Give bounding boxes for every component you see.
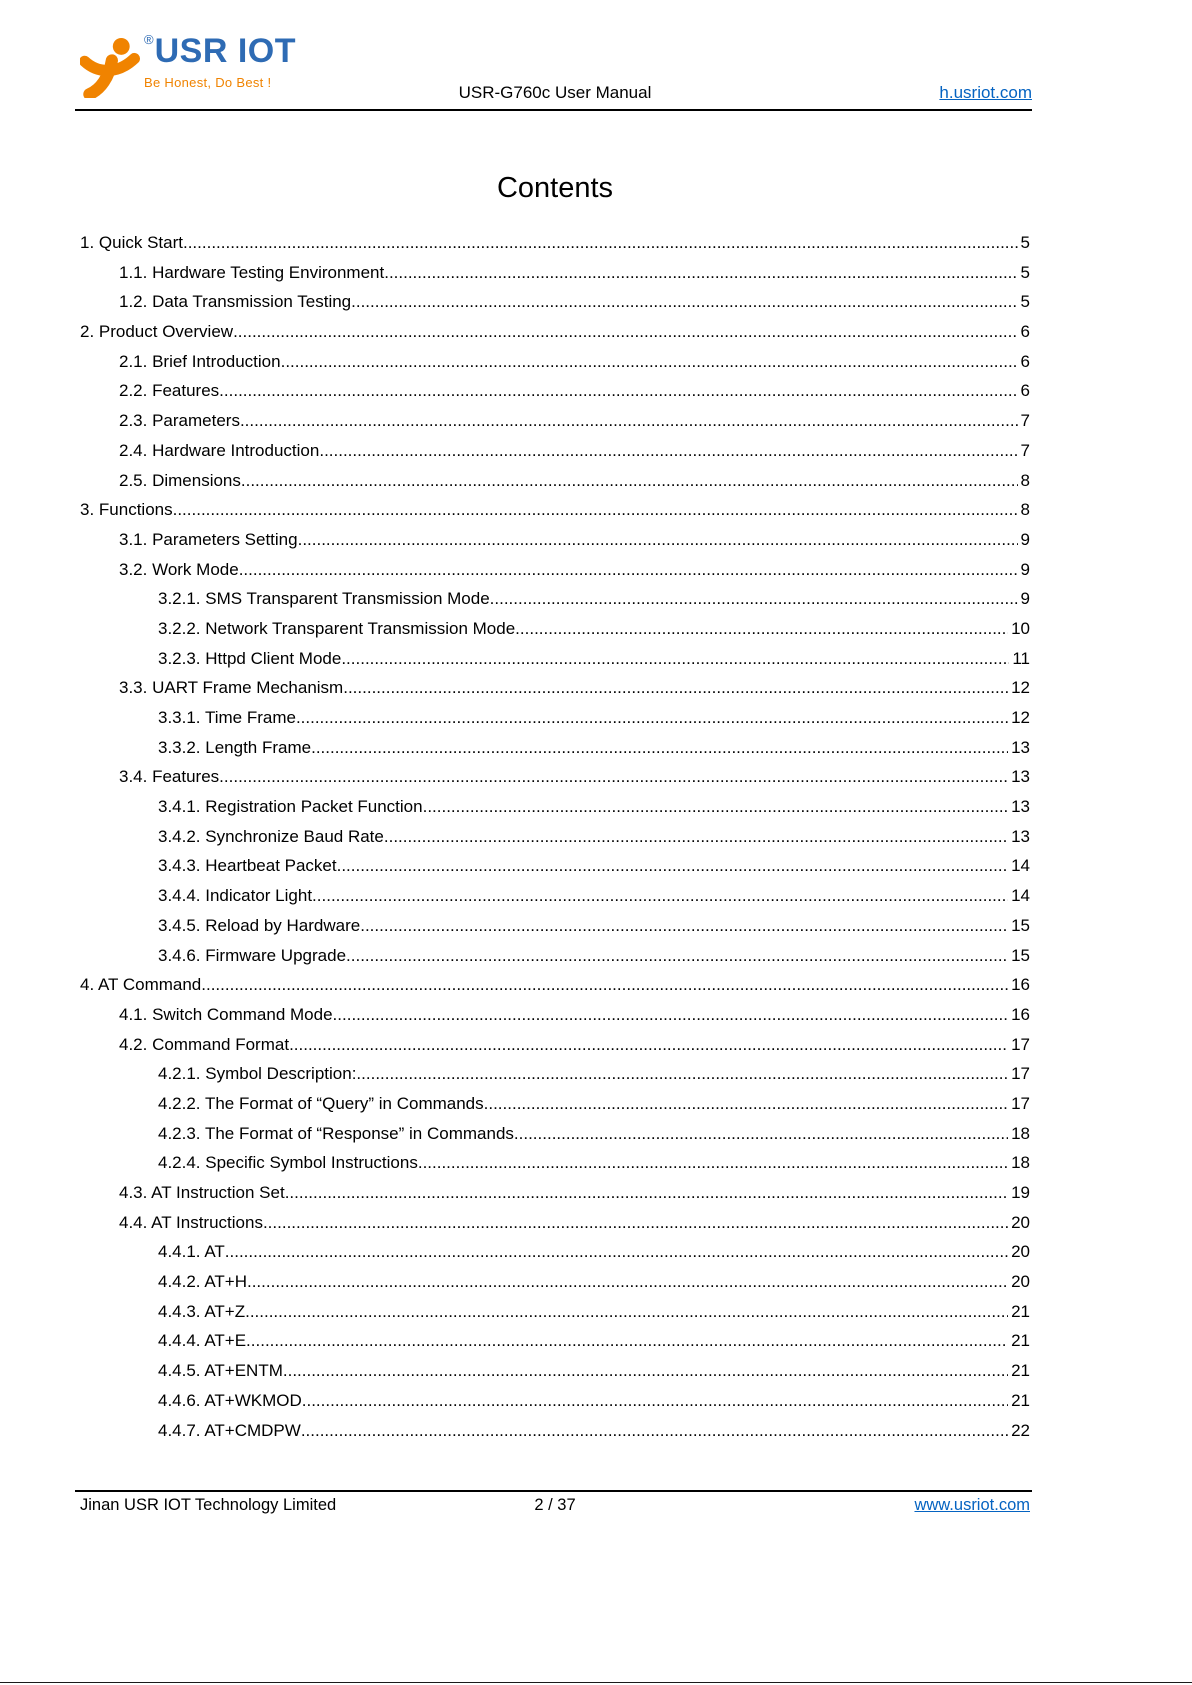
toc-dot-leader: [346, 941, 1008, 971]
toc-entry-page: 9: [1020, 529, 1030, 549]
toc-entry: [80, 1030, 1030, 1060]
toc-dot-leader: [298, 525, 1018, 555]
toc-entry-label: 3.3. UART Frame Mechanism: [119, 678, 344, 698]
toc-dot-leader: [233, 317, 1017, 347]
toc-entry-page: 17: [1011, 1093, 1030, 1113]
toc-entry-page: 20: [1011, 1212, 1030, 1232]
toc-entry: [80, 584, 1030, 614]
toc-entry: [80, 673, 1030, 703]
toc-entry-page: 18: [1011, 1123, 1030, 1143]
toc-dot-leader: [514, 1119, 1008, 1149]
toc-entry-label: 3.2.2. Network Transparent Transmission Mode: [158, 618, 516, 638]
toc-entry-label: 3. Functions: [80, 500, 173, 520]
toc-dot-leader: [302, 1386, 1008, 1416]
contents-heading: Contents: [496, 172, 614, 204]
toc-dot-leader: [296, 703, 1008, 733]
toc-entry-page: 6: [1020, 351, 1030, 371]
toc-entry: [80, 376, 1030, 406]
toc-entry: [80, 851, 1030, 881]
toc-dot-leader: [289, 1030, 1008, 1060]
toc-entry-label: 4.2.4. Specific Symbol Instructions: [158, 1153, 418, 1173]
toc-entry-label: 4.4.1. AT: [158, 1242, 225, 1262]
toc-dot-leader: [343, 673, 1008, 703]
toc-entry-page: 21: [1011, 1301, 1030, 1321]
toc-entry-page: 15: [1011, 945, 1030, 965]
toc-entry-label: 4.3. AT Instruction Set: [119, 1183, 285, 1202]
header-divider: [75, 109, 1032, 111]
logo-brand-row: [144, 34, 296, 68]
toc-entry: [80, 258, 1030, 288]
usr-iot-logo: [80, 34, 296, 98]
toc-entry-label: 2.4. Hardware Introduction: [119, 440, 320, 460]
toc-list: [80, 228, 1030, 1445]
toc-entry-page: 13: [1011, 826, 1030, 846]
toc-entry-page: 5: [1020, 233, 1030, 252]
toc-entry-page: 10: [1011, 618, 1030, 638]
toc-entry-label: 4.2.2. The Format of “Query” in Commands: [158, 1093, 484, 1113]
toc-dot-leader: [341, 644, 1009, 674]
registered-trademark-icon: ®: [144, 32, 154, 47]
toc-entry: [80, 1267, 1030, 1297]
toc-dot-leader: [263, 1208, 1008, 1238]
toc-dot-leader: [241, 466, 1018, 496]
toc-dot-leader: [351, 287, 1017, 317]
toc-entry-page: 12: [1011, 678, 1030, 698]
toc-dot-leader: [384, 258, 1017, 288]
toc-entry-label: 4.4. AT Instructions: [119, 1212, 263, 1232]
toc-entry: [80, 1059, 1030, 1089]
footer-company: Jinan USR IOT Technology Limited: [80, 1496, 337, 1514]
toc-entry-label: 3.4.2. Synchronize Baud Rate: [158, 826, 384, 846]
toc-entry-label: 2.1. Brief Introduction: [119, 351, 281, 371]
toc-entry-label: 2.2. Features: [119, 381, 220, 401]
toc-entry-page: 13: [1011, 797, 1030, 817]
toc-entry-page: 11: [1012, 648, 1030, 668]
toc-entry: [80, 228, 1030, 258]
toc-entry-page: 8: [1020, 470, 1030, 490]
toc-entry-label: 4.4.3. AT+Z: [158, 1301, 246, 1321]
toc-entry: [80, 762, 1030, 792]
document-title: USR-G760c User Manual: [458, 83, 652, 102]
toc-entry: [80, 1000, 1030, 1030]
toc-entry: [80, 1326, 1030, 1356]
usr-iot-person-icon: [80, 36, 140, 98]
toc-entry-page: 14: [1011, 856, 1030, 876]
toc-entry-page: 5: [1020, 292, 1030, 312]
toc-entry-page: 12: [1011, 708, 1030, 727]
toc-dot-leader: [360, 911, 1008, 941]
toc-entry-page: 9: [1020, 589, 1030, 609]
toc-dot-leader: [246, 1326, 1008, 1356]
toc-dot-leader: [384, 822, 1008, 852]
toc-dot-leader: [240, 406, 1018, 436]
toc-entry-label: 1.1. Hardware Testing Environment: [119, 262, 385, 282]
toc-entry: [80, 911, 1030, 941]
toc-dot-leader: [515, 614, 1008, 644]
toc-entry-page: 15: [1011, 915, 1030, 935]
toc-entry: [80, 1237, 1030, 1267]
logo-text-block: [144, 34, 296, 90]
toc-entry: [80, 317, 1030, 347]
toc-entry-label: 4.4.7. AT+CMDPW: [158, 1420, 301, 1440]
footer-page-number: 2 / 37: [534, 1496, 576, 1514]
toc-entry: [80, 466, 1030, 496]
toc-dot-leader: [201, 970, 1008, 1000]
toc-entry-label: 3.2.1. SMS Transparent Transmission Mode: [158, 589, 490, 609]
toc-entry-page: 19: [1011, 1183, 1030, 1202]
toc-entry-label: 3.4.4. Indicator Light: [158, 886, 313, 906]
toc-entry-page: 7: [1020, 440, 1030, 460]
toc-dot-leader: [225, 1237, 1008, 1267]
logo-brand-text: USR IOT: [154, 32, 296, 70]
toc-entry-label: 4.1. Switch Command Mode: [119, 1004, 333, 1024]
toc-entry-page: 9: [1020, 559, 1030, 579]
toc-entry-label: 3.4.3. Heartbeat Packet: [158, 856, 337, 876]
toc-dot-leader: [283, 1356, 1008, 1386]
toc-entry-label: 3.3.2. Length Frame: [158, 737, 312, 757]
toc-entry-page: 20: [1011, 1242, 1030, 1262]
toc-entry-label: 4.2.3. The Format of “Response” in Commands: [158, 1123, 514, 1143]
footer-divider: [75, 1490, 1032, 1492]
toc-entry: [80, 970, 1030, 1000]
toc-entry: [80, 555, 1030, 585]
toc-entry: [80, 1416, 1030, 1446]
toc-entry: [80, 347, 1030, 377]
toc-entry-label: 4.4.5. AT+ENTM: [158, 1361, 283, 1381]
toc-entry-page: 22: [1011, 1420, 1030, 1440]
toc-entry: [80, 406, 1030, 436]
toc-entry-label: 2.5. Dimensions: [119, 470, 241, 490]
toc-dot-leader: [247, 1267, 1008, 1297]
toc-dot-leader: [333, 1000, 1009, 1030]
toc-entry-page: 20: [1011, 1272, 1030, 1292]
toc-entry: [80, 703, 1030, 733]
toc-entry-label: 4.4.2. AT+H: [158, 1272, 247, 1292]
toc-entry-page: 16: [1011, 975, 1030, 995]
toc-entry-label: 4.4.4. AT+E: [158, 1331, 247, 1351]
toc-dot-leader: [356, 1059, 1008, 1089]
toc-entry-label: 2. Product Overview: [80, 322, 234, 342]
toc-dot-leader: [285, 1178, 1008, 1208]
toc-dot-leader: [490, 584, 1018, 614]
footer-site-link[interactable]: www.usriot.com: [914, 1496, 1030, 1514]
toc-entry: [80, 644, 1030, 674]
toc-entry-label: 3.3.1. Time Frame: [158, 708, 296, 727]
toc-entry-label: 1. Quick Start: [80, 233, 183, 252]
page-bottom-edge: [0, 1682, 1192, 1683]
page-header: [78, 34, 1032, 110]
toc-dot-leader: [312, 881, 1008, 911]
toc-entry-page: 13: [1011, 767, 1030, 787]
toc-dot-leader: [484, 1089, 1008, 1119]
toc-entry: [80, 881, 1030, 911]
logo-tagline: Be Honest, Do Best !: [144, 75, 272, 90]
toc-entry-page: 18: [1011, 1153, 1030, 1173]
toc-entry-label: 4.2.1. Symbol Description:: [158, 1064, 357, 1084]
toc-entry: [80, 792, 1030, 822]
toc-entry-page: 14: [1011, 886, 1030, 906]
toc-entry-page: 7: [1020, 411, 1030, 431]
toc-entry-page: 21: [1011, 1331, 1030, 1351]
toc-entry: [80, 1356, 1030, 1386]
toc-entry-label: 3.2.3. Httpd Client Mode: [158, 648, 342, 668]
toc-entry: [80, 1297, 1030, 1327]
toc-entry-label: 4. AT Command: [80, 975, 202, 995]
toc-entry: [80, 1148, 1030, 1178]
toc-entry-label: 3.4.6. Firmware Upgrade: [158, 945, 347, 965]
toc-entry: [80, 822, 1030, 852]
toc-entry-label: 3.4.1. Registration Packet Function: [158, 797, 423, 817]
toc-dot-leader: [245, 1297, 1008, 1327]
toc-dot-leader: [183, 228, 1018, 258]
toc-entry-page: 5: [1020, 262, 1030, 282]
toc-dot-leader: [239, 555, 1018, 585]
toc-entry-page: 6: [1020, 322, 1030, 342]
toc-entry-page: 8: [1020, 500, 1030, 520]
toc-entry: [80, 287, 1030, 317]
toc-dot-leader: [301, 1416, 1008, 1446]
toc-entry-label: 3.2. Work Mode: [119, 559, 239, 579]
toc-entry-page: 16: [1011, 1004, 1030, 1024]
toc-entry: [80, 941, 1030, 971]
toc-dot-leader: [173, 495, 1018, 525]
toc-entry: [80, 1089, 1030, 1119]
toc-entry-label: 4.4.6. AT+WKMOD: [158, 1390, 302, 1410]
toc-entry: [80, 1178, 1030, 1208]
toc-entry-page: 17: [1011, 1034, 1030, 1054]
toc-entry: [80, 614, 1030, 644]
toc-dot-leader: [319, 436, 1017, 466]
toc-entry: [80, 525, 1030, 555]
page-footer: [80, 1496, 1030, 1520]
toc-dot-leader: [418, 1148, 1008, 1178]
toc-entry-label: 4.2. Command Format: [119, 1034, 290, 1054]
toc-entry: [80, 1119, 1030, 1149]
toc-entry: [80, 495, 1030, 525]
toc-dot-leader: [219, 762, 1008, 792]
toc-dot-leader: [219, 376, 1017, 406]
toc-dot-leader: [311, 733, 1008, 763]
toc-entry-page: 21: [1011, 1361, 1030, 1381]
toc-dot-leader: [337, 851, 1008, 881]
toc-entry-label: 2.3. Parameters: [119, 411, 240, 431]
toc-entry-label: 3.1. Parameters Setting: [119, 529, 298, 549]
toc-entry-page: 17: [1011, 1064, 1030, 1084]
toc-entry: [80, 1208, 1030, 1238]
toc-dot-leader: [281, 347, 1018, 377]
toc-entry: [80, 436, 1030, 466]
toc-entry-label: 3.4.5. Reload by Hardware: [158, 915, 361, 935]
toc-entry-page: 13: [1011, 737, 1030, 757]
toc-entry-label: 3.4. Features: [119, 767, 220, 787]
toc-entry-page: 21: [1011, 1390, 1030, 1410]
toc-entry: [80, 1386, 1030, 1416]
toc-entry: [80, 733, 1030, 763]
toc-entry-label: 1.2. Data Transmission Testing: [119, 292, 352, 312]
toc-dot-leader: [423, 792, 1008, 822]
header-site-link[interactable]: h.usriot.com: [939, 83, 1032, 102]
toc-entry-page: 6: [1020, 381, 1030, 401]
